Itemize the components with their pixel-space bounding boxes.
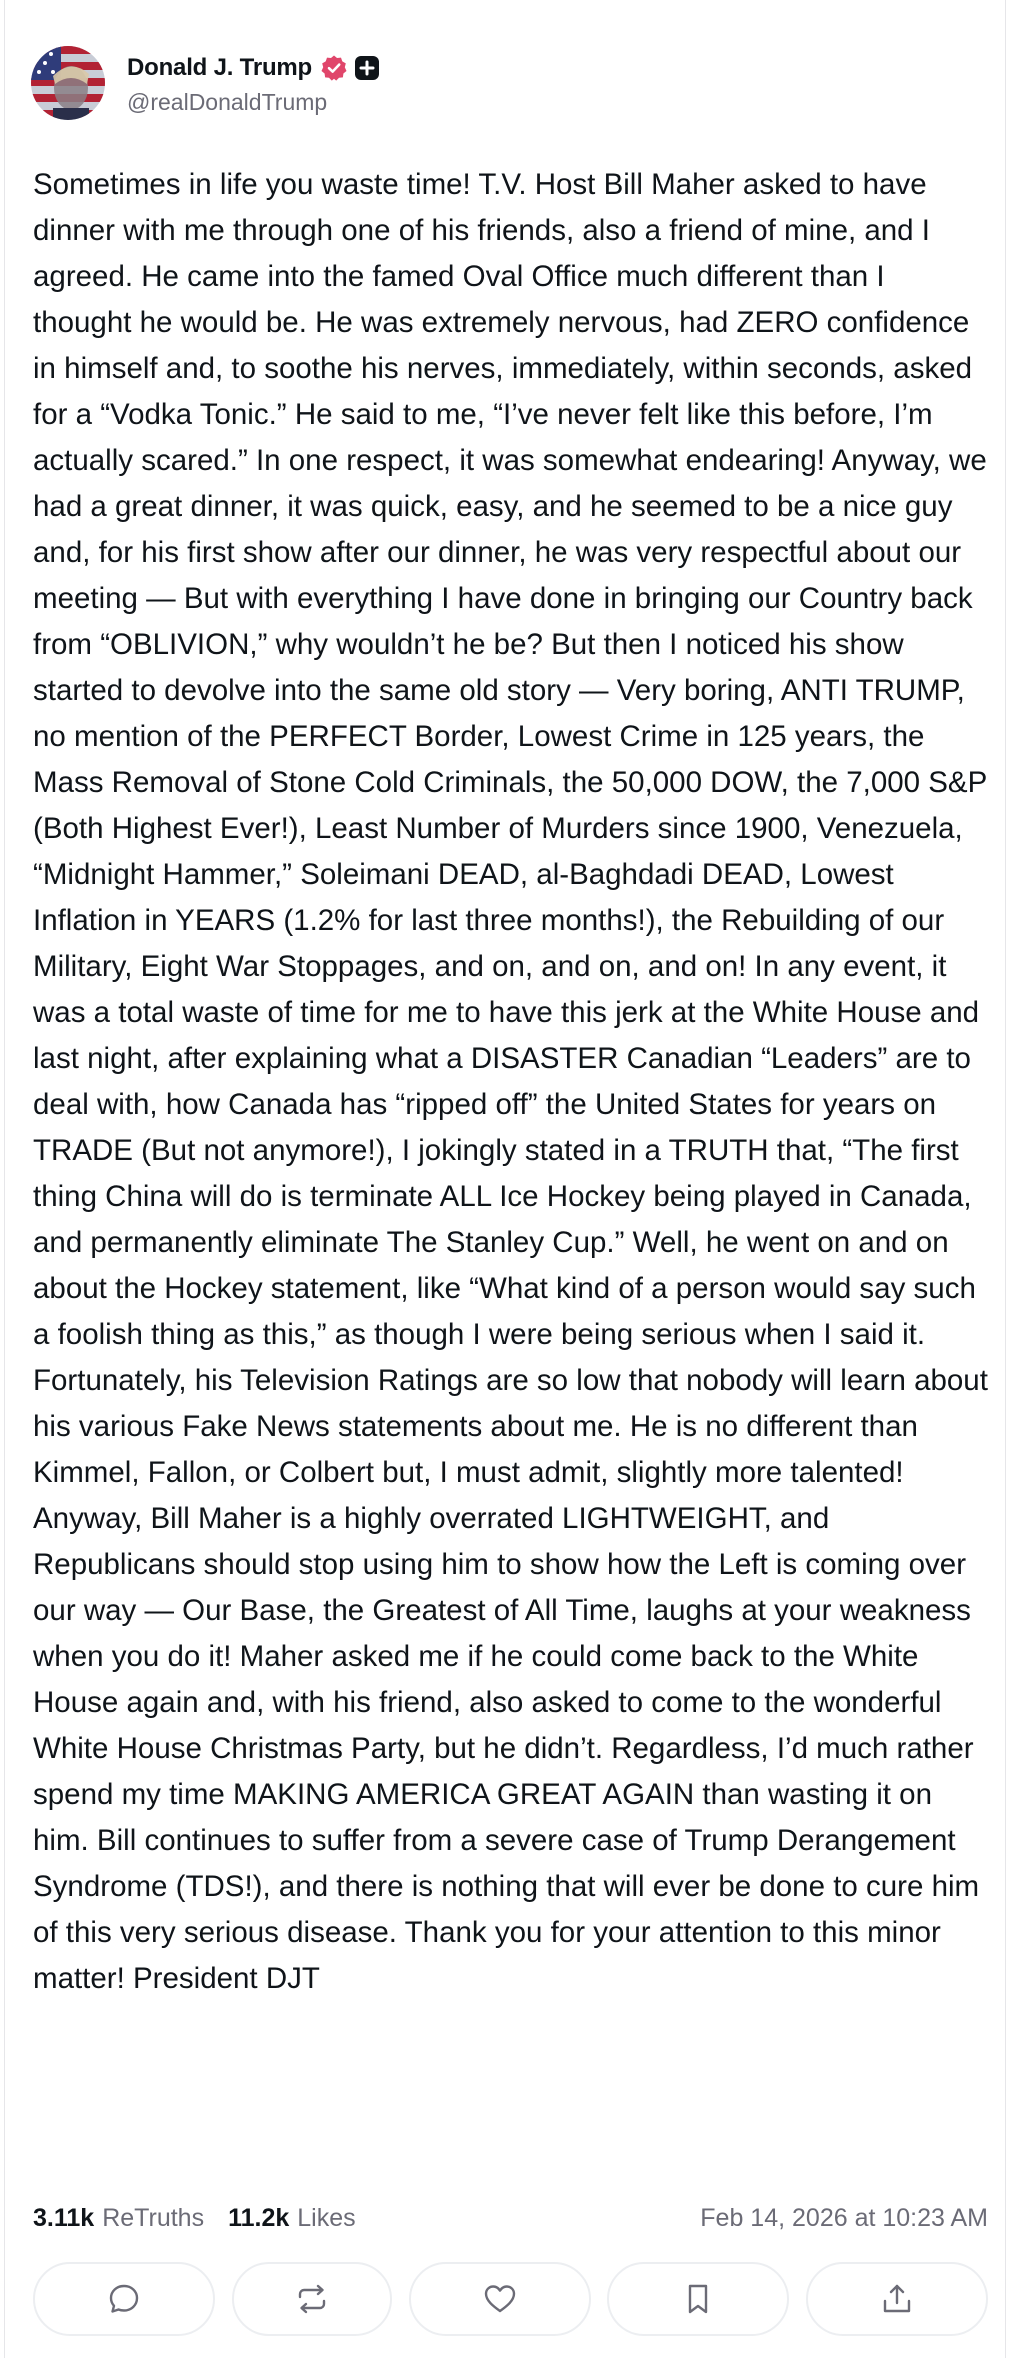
post-timestamp[interactable]: Feb 14, 2026 at 10:23 AM xyxy=(700,2203,988,2232)
heart-icon xyxy=(482,2282,518,2316)
name-row xyxy=(127,51,380,85)
repost-arrows-icon xyxy=(294,2282,330,2316)
like-button[interactable] xyxy=(409,2262,591,2336)
likes-count: 11.2k xyxy=(228,2203,290,2232)
bookmark-button[interactable] xyxy=(607,2262,789,2336)
avatar-flag-image xyxy=(31,46,105,120)
share-button[interactable] xyxy=(806,2262,988,2336)
verified-badge-icon xyxy=(320,54,348,82)
retruth-button[interactable] xyxy=(232,2262,392,2336)
retruths-label: ReTruths xyxy=(102,2203,205,2232)
likes-label: Likes xyxy=(297,2203,356,2232)
avatar[interactable] xyxy=(31,46,105,120)
post-text: Sometimes in life you waste time! T.V. Host Bill Maher asked to have dinner with me through one of his friends, also a friend of mine, and I agreed. He came into the famed Oval Office much different than I thought he would be. He was extremely nervous, had ZERO confidence in himself and, to soothe his nerves, immediately, within seconds, asked for a “Vodka Tonic.” He said to me, “I’ve never felt like this before, I’m actually scared.” In one respect, it was somewhat endearing! Anyway, we had a great dinner, it was quick, easy, and he seemed to be a nice guy and, for his first show after our dinner, he was very respectful about our meeting — But with everything I have done in bringing our Country back from “OBLIVION,” why wouldn’t he be? But then I noticed his show started to devolve into the same old story — Very boring, ANTI TRUMP, no mention of the PERFECT Border, Lowest Crime in 125 years, the Mass Removal of Stone Cold Criminals, the 50,000 DOW, the 7,000 S&P (Both Highest Ever!), Least Number of Murders since 1900, Venezuela, “Midnight Hammer,” Soleimani DEAD, al-Baghdadi DEAD, Lowest Inflation in YEARS (1.2% for last three months!), the Rebuilding of our Military, Eight War Stoppages, and on, and on, and on! In any event, it was a total waste of time for me to have this jerk at the White House and last night, after explaining what a DISASTER Canadian “Leaders” are to deal with, how Canada has “ripped off” the United States for years on TRADE (But not anymore!), I jokingly stated in a TRUTH that, “The first thing China will do is terminate ALL Ice Hockey being played in Canada, and permanently eliminate The Stanley Cup.” Well, he went on and on about the Hockey statement, like “What kind of a person would say such a foolish thing as this,” as though I were being serious when I said it. Fortunately, his Television Ratings are so low that nobody will learn about his various Fake News statements about me. He is no different than Kimmel, Fallon, or Colbert but, I must admit, slightly more talented! Anyway, Bill Maher is a highly overrated LIGHTWEIGHT, and Republicans should stop using him to show how the Left is coming over our way — Our Base, the Greatest of All Time, laughs at your weakness when you do it! Maher asked me if he could come back to the White House again and, with his friend, also asked to come to the wonderful White House Christmas Party, but he didn’t. Regardless, I’d much rather spend my time MAKING AMERICA GREAT AGAIN than wasting it on him. Bill continues to suffer from a severe case of Trump Derangement Syndrome (TDS!), and there is nothing that will ever be done to cure him of this very serious disease. Thank you for your attention to this minor matter! President DJT xyxy=(33,168,988,1995)
post-actions xyxy=(33,2262,988,2336)
speech-bubble-icon xyxy=(107,2282,141,2316)
author-names xyxy=(127,51,380,116)
reply-button[interactable] xyxy=(33,2262,215,2336)
retruths-count: 3.11k xyxy=(33,2203,95,2232)
post-header xyxy=(31,46,380,120)
author-handle[interactable]: @realDonaldTrump xyxy=(127,88,328,115)
post-card xyxy=(4,0,1006,2358)
plus-badge-icon xyxy=(354,55,380,81)
likes-stat[interactable] xyxy=(228,2204,356,2233)
display-name[interactable]: Donald J. Trump xyxy=(127,53,313,81)
bookmark-icon xyxy=(683,2282,713,2316)
retruths-stat[interactable] xyxy=(33,2204,204,2233)
share-upload-icon xyxy=(880,2282,914,2316)
post-stats xyxy=(33,2200,988,2236)
